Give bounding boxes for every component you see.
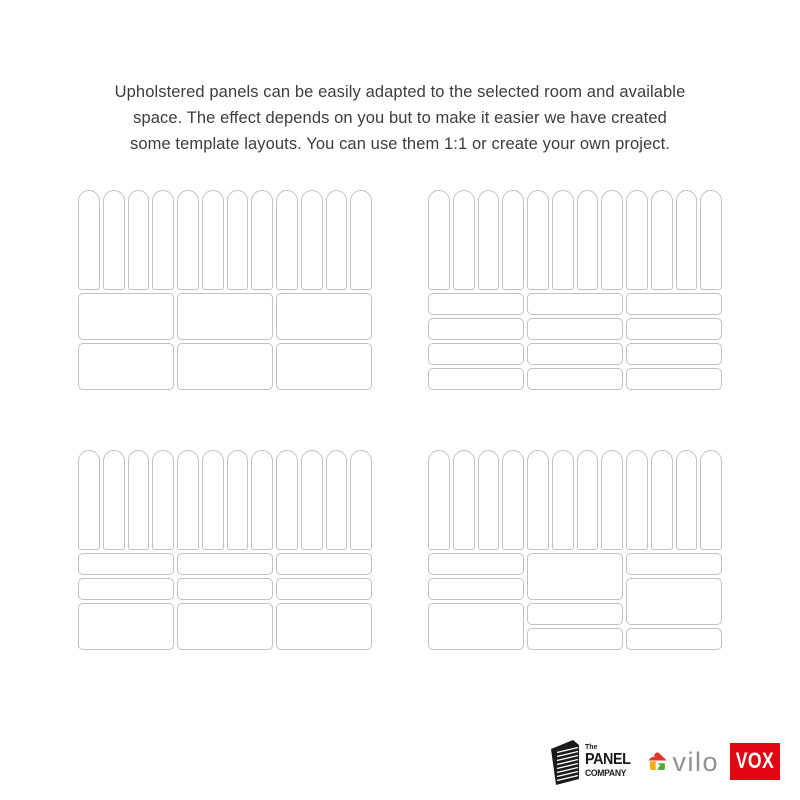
- intro-text: [0, 79, 800, 157]
- rect-upholstered-panel: [626, 553, 722, 575]
- rect-upholstered-panel: [276, 603, 372, 650]
- rect-upholstered-panel: [428, 603, 524, 650]
- arched-upholstered-panel: [700, 190, 722, 290]
- rect-upholstered-panel: [428, 343, 524, 365]
- arched-upholstered-panel: [527, 190, 549, 290]
- rect-upholstered-panel: [626, 293, 722, 315]
- arch-panel-group: [276, 450, 372, 550]
- arched-upholstered-panel: [453, 190, 475, 290]
- vilo-house-icon: [646, 749, 669, 774]
- arched-upholstered-panel: [202, 450, 224, 550]
- arched-upholstered-panel: [251, 190, 273, 290]
- arched-upholstered-panel: [350, 450, 372, 550]
- arched-upholstered-panel: [577, 450, 599, 550]
- rect-upholstered-panel: [428, 293, 524, 315]
- arch-panel-group: [78, 190, 174, 290]
- rect-panels-section: [78, 293, 372, 390]
- template-layout-1: [78, 190, 372, 390]
- panel-column: [428, 293, 524, 390]
- arched-panels-row: [78, 450, 372, 550]
- arched-upholstered-panel: [276, 190, 298, 290]
- arched-upholstered-panel: [626, 450, 648, 550]
- rect-upholstered-panel: [276, 343, 372, 390]
- panel-company-wordmark: [585, 744, 636, 779]
- arched-upholstered-panel: [502, 190, 524, 290]
- rect-upholstered-panel: [527, 293, 623, 315]
- brand-logos: [545, 736, 780, 786]
- rect-upholstered-panel: [527, 318, 623, 340]
- rect-upholstered-panel: [626, 578, 722, 625]
- arched-upholstered-panel: [301, 450, 323, 550]
- arched-upholstered-panel: [128, 190, 150, 290]
- rect-upholstered-panel: [428, 318, 524, 340]
- arch-panel-group: [428, 190, 524, 290]
- rect-panels-section: [428, 293, 722, 390]
- rect-upholstered-panel: [78, 603, 174, 650]
- arched-upholstered-panel: [502, 450, 524, 550]
- panel-column: [527, 553, 623, 650]
- arched-upholstered-panel: [227, 450, 249, 550]
- intro-line-1: Upholstered panels can be easily adapted to the selected room and available: [114, 83, 686, 101]
- panel-column: [527, 293, 623, 390]
- vilo-logo: [646, 746, 719, 777]
- arched-upholstered-panel: [177, 450, 199, 550]
- arched-upholstered-panel: [350, 190, 372, 290]
- rect-upholstered-panel: [428, 553, 524, 575]
- arched-upholstered-panel: [103, 190, 125, 290]
- arched-upholstered-panel: [676, 450, 698, 550]
- panel-company-logo: [545, 737, 636, 785]
- rect-upholstered-panel: [626, 368, 722, 390]
- arched-upholstered-panel: [78, 450, 100, 550]
- arched-upholstered-panel: [152, 450, 174, 550]
- rect-upholstered-panel: [527, 553, 623, 600]
- arched-upholstered-panel: [103, 450, 125, 550]
- rect-upholstered-panel: [276, 578, 372, 600]
- rect-upholstered-panel: [177, 293, 273, 340]
- rect-upholstered-panel: [276, 293, 372, 340]
- arched-upholstered-panel: [552, 190, 574, 290]
- panel-column: [276, 293, 372, 390]
- intro-line-2: space. The effect depends on you but to make it easier we have created: [133, 109, 667, 127]
- vilo-wordmark: vilo: [672, 746, 719, 777]
- panel-column: [626, 553, 722, 650]
- rect-upholstered-panel: [177, 603, 273, 650]
- template-layout-4: [428, 450, 722, 650]
- panel-column: [177, 293, 273, 390]
- arched-upholstered-panel: [601, 190, 623, 290]
- panel-company-line2: COMPANY: [584, 767, 627, 779]
- arch-panel-group: [527, 190, 623, 290]
- arched-upholstered-panel: [152, 190, 174, 290]
- rect-upholstered-panel: [177, 343, 273, 390]
- arched-panels-row: [428, 450, 722, 550]
- rect-upholstered-panel: [626, 628, 722, 650]
- arched-upholstered-panel: [676, 190, 698, 290]
- arched-upholstered-panel: [577, 190, 599, 290]
- arched-upholstered-panel: [301, 190, 323, 290]
- panel-column: [276, 553, 372, 650]
- rect-upholstered-panel: [626, 318, 722, 340]
- arched-upholstered-panel: [227, 190, 249, 290]
- arched-upholstered-panel: [177, 190, 199, 290]
- rect-upholstered-panel: [177, 578, 273, 600]
- arch-panel-group: [78, 450, 174, 550]
- arch-panel-group: [428, 450, 524, 550]
- arched-upholstered-panel: [453, 450, 475, 550]
- arched-upholstered-panel: [478, 190, 500, 290]
- template-layout-2: [428, 190, 722, 390]
- arch-panel-group: [177, 190, 273, 290]
- rect-upholstered-panel: [78, 343, 174, 390]
- arched-upholstered-panel: [478, 450, 500, 550]
- rect-upholstered-panel: [626, 343, 722, 365]
- arched-upholstered-panel: [651, 450, 673, 550]
- arch-panel-group: [527, 450, 623, 550]
- arched-upholstered-panel: [276, 450, 298, 550]
- panel-column: [626, 293, 722, 390]
- panel-column: [428, 553, 524, 650]
- arched-upholstered-panel: [128, 450, 150, 550]
- rect-upholstered-panel: [177, 553, 273, 575]
- arch-panel-group: [177, 450, 273, 550]
- arched-upholstered-panel: [651, 190, 673, 290]
- rect-upholstered-panel: [78, 293, 174, 340]
- panel-company-prefix: The: [584, 743, 598, 751]
- rect-upholstered-panel: [78, 578, 174, 600]
- panel-column: [78, 293, 174, 390]
- intro-line-3: some template layouts. You can use them 1:1 or create your own project.: [130, 135, 670, 153]
- rect-upholstered-panel: [78, 553, 174, 575]
- arched-upholstered-panel: [326, 190, 348, 290]
- arched-upholstered-panel: [700, 450, 722, 550]
- arched-panels-row: [78, 190, 372, 290]
- panel-company-building-icon: [545, 737, 581, 785]
- vox-logo: [730, 743, 780, 780]
- rect-upholstered-panel: [428, 368, 524, 390]
- arched-upholstered-panel: [527, 450, 549, 550]
- arched-upholstered-panel: [626, 190, 648, 290]
- arched-upholstered-panel: [251, 450, 273, 550]
- rect-panels-section: [428, 553, 722, 650]
- arched-upholstered-panel: [428, 190, 450, 290]
- rect-upholstered-panel: [276, 553, 372, 575]
- rect-upholstered-panel: [527, 603, 623, 625]
- arched-upholstered-panel: [202, 190, 224, 290]
- arched-upholstered-panel: [326, 450, 348, 550]
- arch-panel-group: [626, 450, 722, 550]
- rect-panels-section: [78, 553, 372, 650]
- arched-upholstered-panel: [78, 190, 100, 290]
- arch-panel-group: [626, 190, 722, 290]
- panel-column: [78, 553, 174, 650]
- arched-upholstered-panel: [601, 450, 623, 550]
- vox-wordmark: VOX: [735, 748, 775, 773]
- arched-upholstered-panel: [552, 450, 574, 550]
- rect-upholstered-panel: [527, 343, 623, 365]
- panel-column: [177, 553, 273, 650]
- rect-upholstered-panel: [428, 578, 524, 600]
- panel-company-line1: PANEL: [584, 750, 631, 768]
- arched-panels-row: [428, 190, 722, 290]
- rect-upholstered-panel: [527, 628, 623, 650]
- rect-upholstered-panel: [527, 368, 623, 390]
- template-layout-3: [78, 450, 372, 650]
- arch-panel-group: [276, 190, 372, 290]
- arched-upholstered-panel: [428, 450, 450, 550]
- template-layouts-grid: [78, 190, 722, 650]
